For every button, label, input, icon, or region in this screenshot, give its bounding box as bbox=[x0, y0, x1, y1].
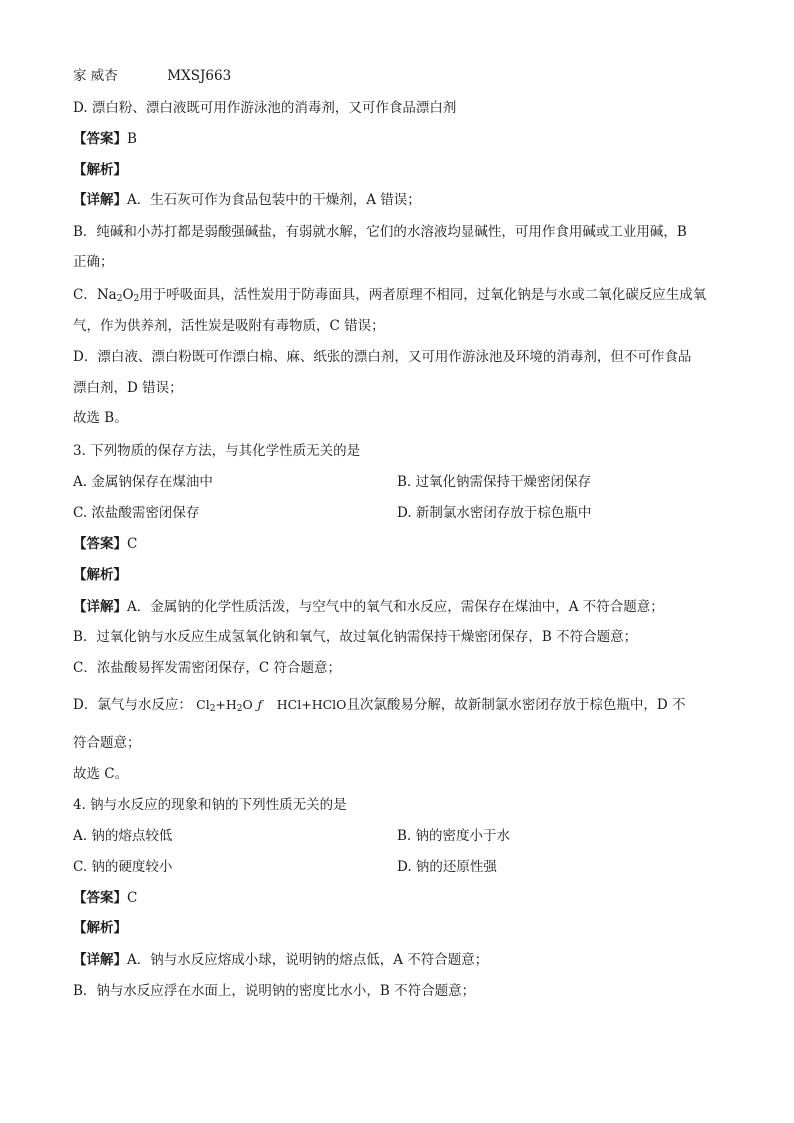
detail-text: 且次氯酸易分解，故新制氯水密闭存放于棕色瓶中，D 不 bbox=[346, 697, 686, 713]
formula-part: HCl+HClO bbox=[276, 697, 347, 712]
q2-detail-b2: 正确； bbox=[73, 254, 114, 270]
subscript: 2 bbox=[133, 294, 140, 304]
q3-option-c: C. 浓盐酸需密闭保存 bbox=[73, 505, 200, 521]
chemical-equation bbox=[196, 697, 346, 712]
subscript: 2 bbox=[116, 294, 123, 304]
detail-tag: 【详解】 bbox=[73, 599, 127, 615]
q2-conclusion: 故选 B。 bbox=[73, 410, 128, 426]
analysis-tag: 【解析】 bbox=[73, 567, 127, 583]
q3-option-d: D. 新制氯水密闭存放于棕色瓶中 bbox=[397, 505, 592, 521]
q2-detail-d1: D．漂白液、漂白粉既可作漂白棉、麻、纸张的漂白剂，又可用作游泳池及环境的消毒剂，但不可作食品 bbox=[73, 349, 692, 365]
q4-option-c: C. 钠的硬度较小 bbox=[73, 859, 173, 875]
q3-answer bbox=[73, 534, 723, 554]
q2-answer bbox=[73, 129, 723, 149]
detail-text: A．金属钠的化学性质活泼，与空气中的氧气和水反应，需保存在煤油中，A 不符合题意； bbox=[127, 599, 664, 615]
formula-part: +H bbox=[215, 697, 237, 712]
detail-text: O bbox=[122, 287, 134, 303]
detail-tag: 【详解】 bbox=[73, 192, 127, 208]
subscript: 2 bbox=[236, 704, 243, 714]
q3-detail-d1 bbox=[73, 695, 723, 719]
q2-option-d: D. 漂白粉、漂白液既可用作游泳池的消毒剂，又可作食品漂白剂 bbox=[73, 100, 457, 116]
detail-text: A．钠与水反应熔成小球，说明钠的熔点低，A 不符合题意； bbox=[127, 952, 489, 968]
q4-detail-a bbox=[73, 950, 723, 970]
detail-text: A．生石灰可作为食品包装中的干燥剂，A 错误； bbox=[127, 192, 421, 208]
q2-detail-c2: 气，作为供养剂，活性炭是吸附有毒物质，C 错误； bbox=[73, 318, 385, 334]
header-source: 家 威杏 bbox=[73, 68, 118, 84]
q2-detail-c1 bbox=[73, 285, 723, 309]
q4-analysis-tag bbox=[73, 918, 723, 938]
analysis-tag: 【解析】 bbox=[73, 162, 127, 178]
q4-option-d: D. 钠的还原性强 bbox=[397, 859, 497, 875]
q2-detail-a bbox=[73, 190, 723, 210]
equilibrium-arrow-icon: ƒ bbox=[257, 697, 263, 712]
header-code: MXSJ663 bbox=[167, 68, 232, 84]
detail-text: 用于呼吸面具，活性炭用于防毒面具，两者原理不相同，过氧化钠是与水或二氧化碳反应生成氧 bbox=[139, 287, 707, 303]
q3-detail-b: B．过氧化钠与水反应生成氢氧化钠和氧气，故过氧化钠需保持干燥密闭保存，B 不符合题意； bbox=[73, 629, 638, 645]
q3-stem: 3. 下列物质的保存方法，与其化学性质无关的是 bbox=[73, 443, 361, 459]
q4-option-a: A. 钠的熔点较低 bbox=[73, 828, 173, 844]
answer-tag: 【答案】 bbox=[73, 536, 127, 552]
q3-option-b: B. 过氧化钠需保持干燥密闭保存 bbox=[397, 474, 592, 490]
q3-analysis-tag bbox=[73, 565, 723, 585]
q3-conclusion: 故选 C。 bbox=[73, 766, 129, 782]
q3-detail-a bbox=[73, 597, 723, 617]
q4-detail-b: B．钠与水反应浮在水面上，说明钠的密度比水小，B 不符合题意； bbox=[73, 983, 476, 999]
detail-tag: 【详解】 bbox=[73, 952, 127, 968]
answer-tag: 【答案】 bbox=[73, 131, 127, 147]
q3-detail-c: C．浓盐酸易挥发需密闭保存，C 符合题意； bbox=[73, 660, 341, 676]
q4-answer bbox=[73, 888, 723, 908]
q2-detail-b1: B．纯碱和小苏打都是弱酸强碱盐，有弱就水解，它们的水溶液均显碱性，可用作食用碱或工业用碱，B bbox=[73, 224, 687, 240]
answer-value: C bbox=[127, 536, 138, 552]
q2-detail-d2: 漂白剂，D 错误； bbox=[73, 380, 183, 396]
formula-part: Cl bbox=[196, 697, 210, 712]
answer-value: B bbox=[127, 131, 137, 147]
formula-part: O bbox=[242, 697, 253, 712]
answer-tag: 【答案】 bbox=[73, 890, 127, 906]
detail-text: D．氯气与水反应： bbox=[73, 697, 192, 713]
q4-option-b: B. 钠的密度小于水 bbox=[397, 828, 511, 844]
q3-option-a: A. 金属钠保存在煤油中 bbox=[73, 474, 213, 490]
page-header bbox=[73, 66, 723, 86]
q2-analysis-tag bbox=[73, 160, 723, 180]
detail-text: C．Na bbox=[73, 287, 117, 303]
q3-detail-d2: 符合题意； bbox=[73, 735, 141, 751]
analysis-tag: 【解析】 bbox=[73, 920, 127, 936]
q4-stem: 4. 钠与水反应的现象和钠的下列性质无关的是 bbox=[73, 797, 347, 813]
answer-value: C bbox=[127, 890, 138, 906]
subscript: 2 bbox=[209, 704, 216, 714]
